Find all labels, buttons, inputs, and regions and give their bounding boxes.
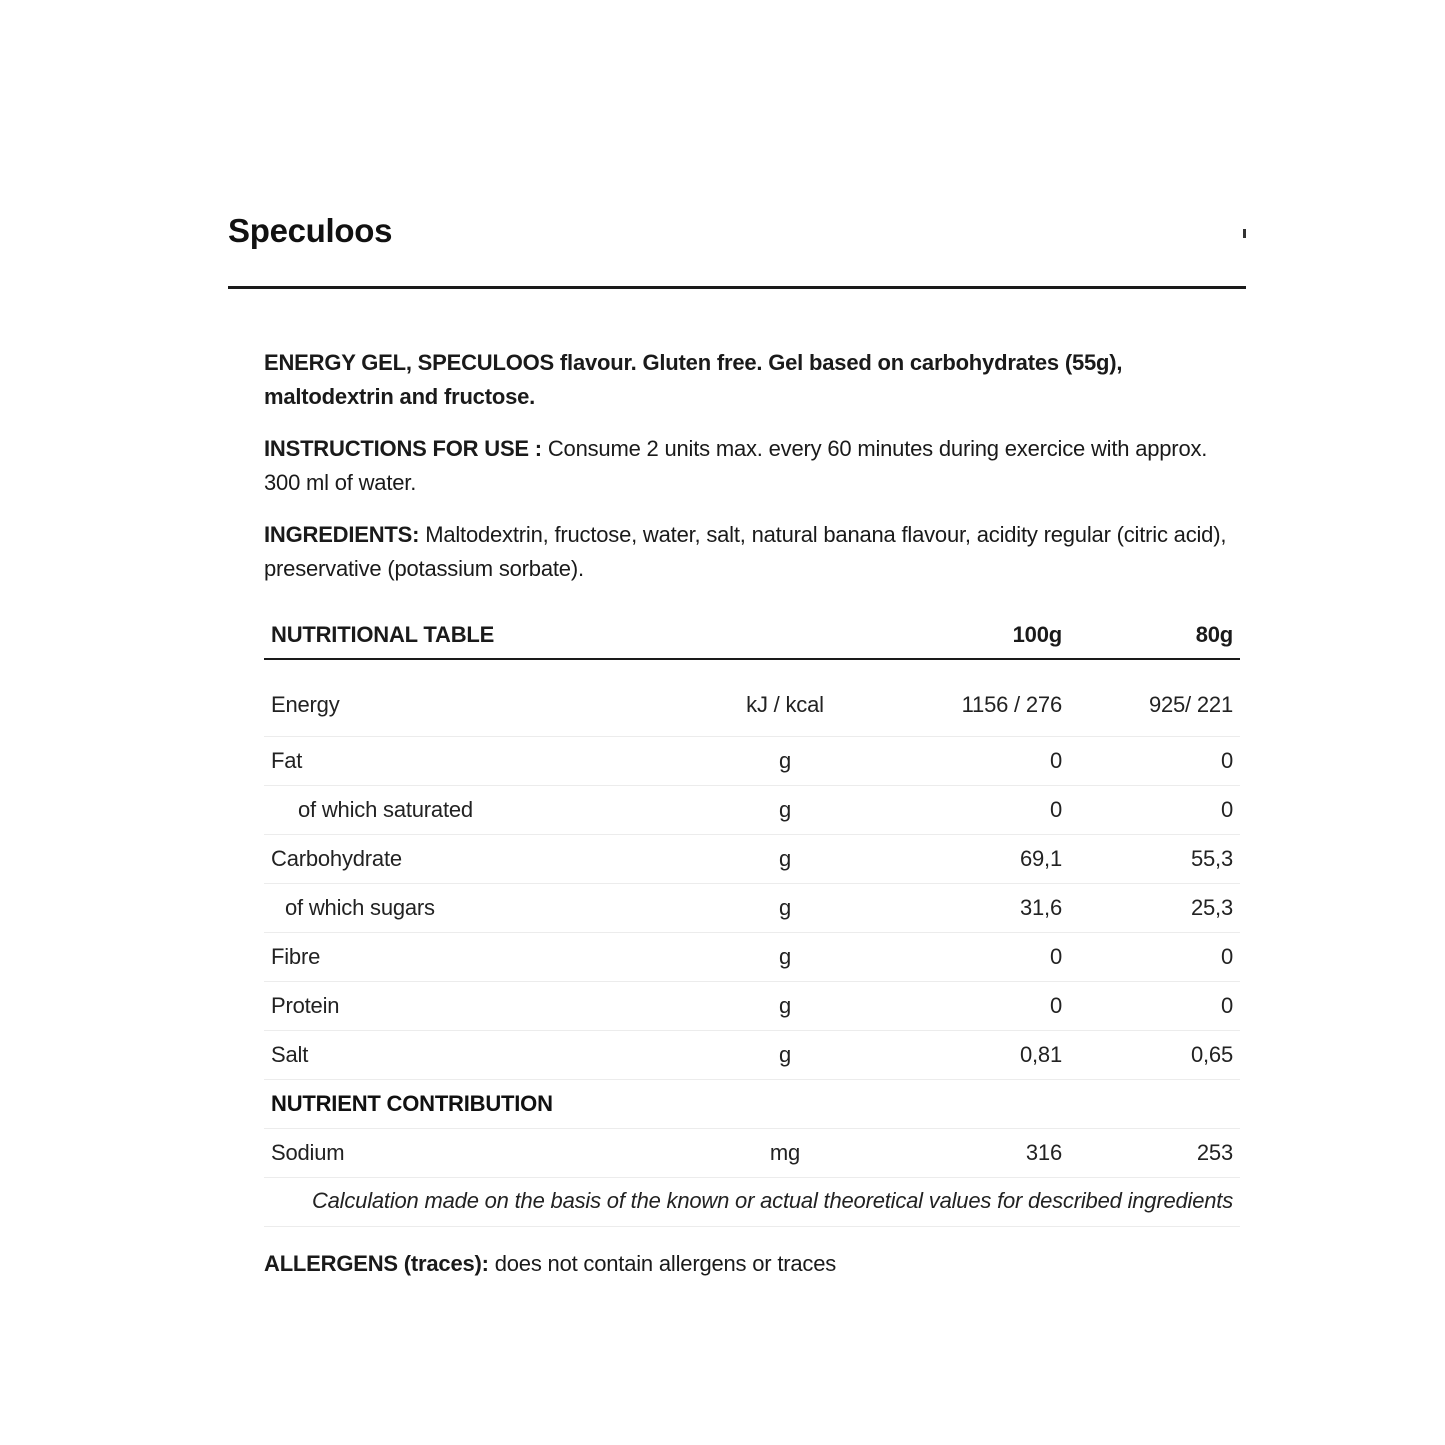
table-row [264,884,1240,933]
table-row [264,1129,1240,1178]
value-80g: 0 [1069,737,1240,786]
nutrition-table-title: NUTRITIONAL TABLE [264,612,883,659]
calculation-note-text: Calculation made on the basis of the known or actual theoretical values for described ingredients [311,1188,1233,1213]
nutrient-name: Fibre [264,933,687,982]
ingredients-paragraph [264,518,1240,586]
nutrient-unit: g [687,835,883,884]
value-100g: 69,1 [883,835,1069,884]
nutrient-contribution-title: NUTRIENT CONTRIBUTION [264,1080,1240,1129]
value-80g: 0 [1069,786,1240,835]
value-100g: 31,6 [883,884,1069,933]
value-80g: 0,65 [1069,1031,1240,1080]
allergens-text: does not contain allergens or traces [488,1251,837,1276]
nutrient-unit: g [687,884,883,933]
ingredients-text: Maltodextrin, fructose, water, salt, natural banana flavour, acidity regular (citric acid), preservative (potassium sorbate). [264,522,1227,581]
value-100g: 0 [883,933,1069,982]
nutrient-unit: g [687,786,883,835]
ingredients-label: INGREDIENTS: [264,522,420,547]
nutrition-table [264,612,1240,1227]
instructions-label: INSTRUCTIONS FOR USE : [264,436,542,461]
note-row [264,1178,1240,1227]
value-100g: 0,81 [883,1031,1069,1080]
scroll-indicator [1243,229,1246,238]
value-100g: 0 [883,786,1069,835]
nutrient-name: of which saturated [264,786,687,835]
value-80g: 25,3 [1069,884,1240,933]
calculation-note [264,1178,1240,1227]
allergens-paragraph [264,1247,1240,1281]
allergens-label: ALLERGENS (traces): [264,1251,489,1276]
table-row [264,933,1240,982]
nutrient-name: Fat [264,737,687,786]
nutrient-name: of which sugars [264,884,687,933]
nutrition-table-header [264,612,1240,659]
nutrient-unit: g [687,737,883,786]
column-header-80g: 80g [1069,612,1240,659]
value-80g: 55,3 [1069,835,1240,884]
value-100g: 0 [883,737,1069,786]
table-row [264,737,1240,786]
product-intro: ENERGY GEL, SPECULOOS flavour. Gluten free. Gel based on carbohydrates (55g), maltodextrin and fructose. [264,350,1123,409]
value-80g: 0 [1069,982,1240,1031]
instructions-paragraph [264,432,1240,500]
table-row [264,835,1240,884]
value-80g: 925/ 221 [1069,659,1240,737]
instructions-text: Consume 2 units max. every 60 minutes during exercice with approx. 300 ml of water. [264,436,1208,495]
table-row [264,1031,1240,1080]
nutrient-unit: g [687,1031,883,1080]
product-title: Speculoos [228,212,393,249]
nutrient-unit: g [687,982,883,1031]
table-row [264,659,1240,737]
nutrient-name: Energy [264,659,687,737]
value-100g: 316 [883,1129,1069,1178]
value-100g: 0 [883,982,1069,1031]
column-header-100g: 100g [883,612,1069,659]
nutrient-name: Protein [264,982,687,1031]
product-description [264,346,1240,1281]
nutrient-unit: g [687,933,883,982]
table-row [264,786,1240,835]
value-80g: 0 [1069,933,1240,982]
value-100g: 1156 / 276 [883,659,1069,737]
title-divider [228,286,1246,289]
nutrient-name: Sodium [264,1129,687,1178]
product-panel [200,198,1246,1328]
nutrient-name: Carbohydrate [264,835,687,884]
table-row [264,982,1240,1031]
nutrient-name: Salt [264,1031,687,1080]
nutrient-unit: mg [687,1129,883,1178]
nutrient-unit: kJ / kcal [687,659,883,737]
value-80g: 253 [1069,1129,1240,1178]
section-row [264,1080,1240,1129]
